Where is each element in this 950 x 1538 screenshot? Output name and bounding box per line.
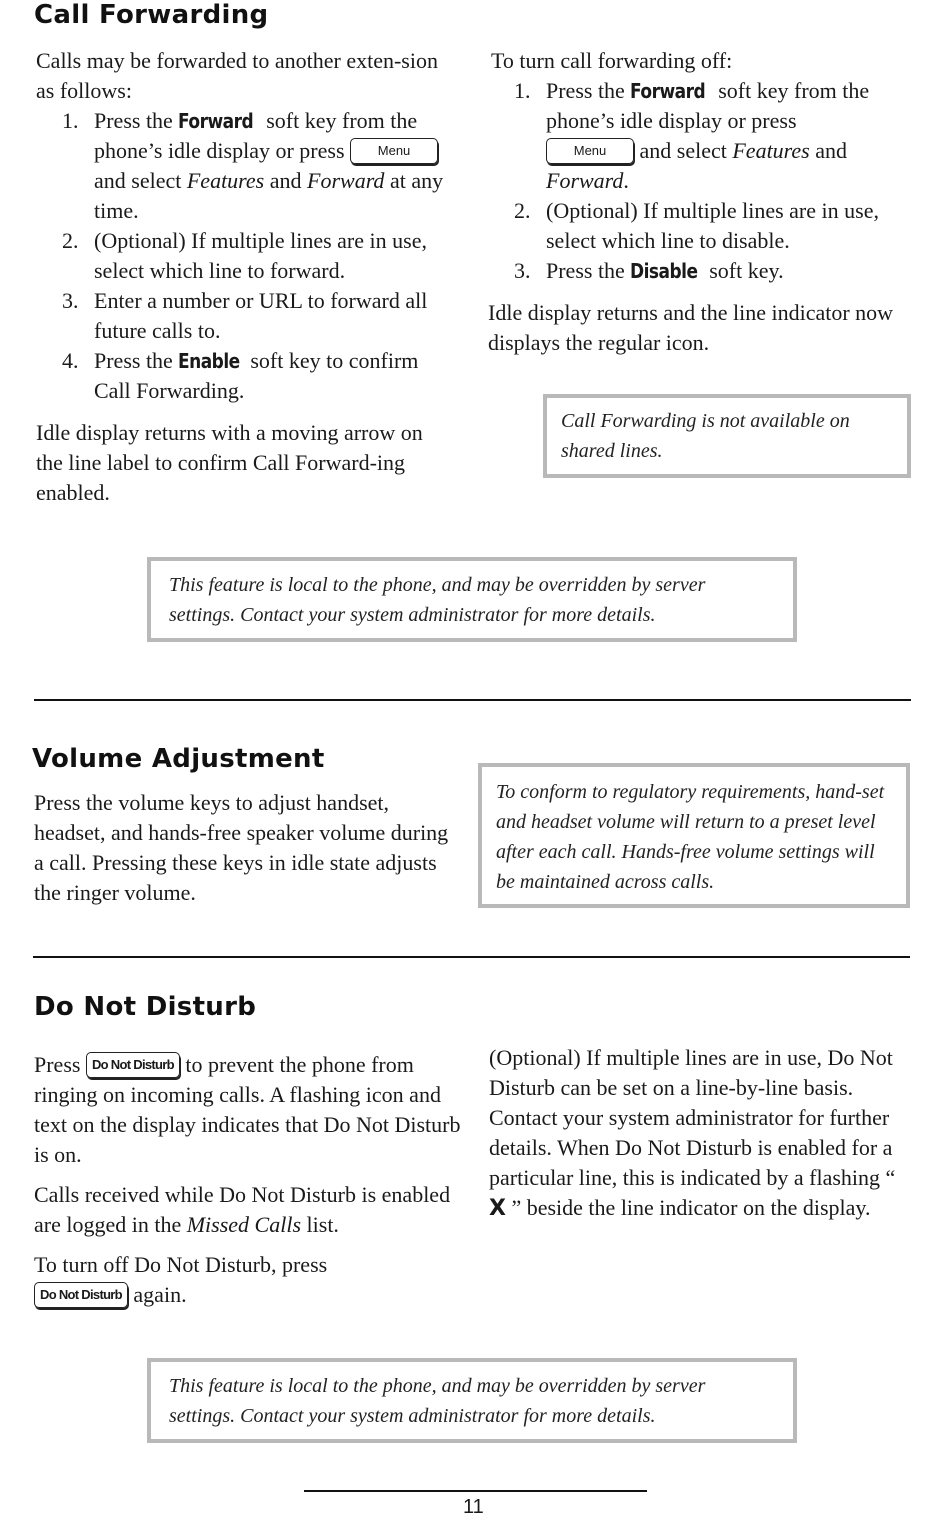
footer-rule xyxy=(304,1490,647,1492)
call-forwarding-left-column xyxy=(36,46,451,508)
dnd-paragraph-2: Calls received while Do Not Disturb is enabled are logged in the Missed Calls list. xyxy=(34,1182,451,1237)
call-forwarding-off-result: Idle display returns and the line indicator now displays the regular icon. xyxy=(488,300,894,355)
call-forwarding-heading: Call Forwarding xyxy=(34,0,269,30)
list-item: 3. Press the Disable soft key. xyxy=(488,256,908,286)
call-forwarding-local-note: This feature is local to the phone, and may be overridden by server settings. Contact your system administrator for more details. xyxy=(147,557,797,642)
shared-lines-note: Call Forwarding is not available on shared lines. xyxy=(543,394,911,478)
call-forwarding-off-steps xyxy=(488,76,908,286)
do-not-disturb-left-column xyxy=(34,1050,464,1310)
menu-key-icon: Menu xyxy=(546,138,634,164)
forward-softkey-label: Forward xyxy=(178,109,254,133)
forward-softkey-label: Forward xyxy=(630,79,706,103)
menu-key-icon: Menu xyxy=(350,138,438,164)
volume-regulatory-note: To conform to regulatory requirements, hand-set and headset volume will return to a preset level after each call. Hands-free volume settings will be maintained across calls. xyxy=(478,763,910,908)
call-forwarding-right-column xyxy=(488,46,908,358)
page-number: 11 xyxy=(463,1496,484,1518)
do-not-disturb-key-icon: Do Not Disturb xyxy=(34,1282,128,1308)
dnd-local-note: This feature is local to the phone, and may be overridden by server settings. Contact your system administrator for more details. xyxy=(147,1358,797,1443)
call-forwarding-intro: Calls may be forwarded to another exten-sion as follows: xyxy=(36,48,438,103)
dnd-paragraph-3: To turn off Do Not Disturb, press Do Not Disturb again. xyxy=(34,1252,328,1307)
call-forwarding-off-intro: To turn call forwarding off: xyxy=(491,48,733,73)
call-forwarding-on-steps xyxy=(36,106,451,406)
dnd-multiline-paragraph: (Optional) If multiple lines are in use, Do Not Disturb can be set on a line-by-line basis. Contact your system administrator for further details. When Do Not Disturb is enabled for a particular line, this is indicated by a flashing “ X ” beside the line indicator on the display. xyxy=(489,1045,896,1221)
flashing-x-indicator: X xyxy=(489,1196,506,1221)
disable-softkey-label: Disable xyxy=(630,259,698,283)
dnd-paragraph-1: Press Do Not Disturb to prevent the phone from ringing on incoming calls. A flashing icon and text on the display indicates that Do Not Disturb is on. xyxy=(34,1052,461,1167)
section-divider xyxy=(33,956,910,958)
list-item: 4. Press the Enable soft key to confirm Call Forwarding. xyxy=(62,348,419,403)
list-item: 1. Press the Forward soft key from the phone’s idle display or press Menu and select Features and Forward at any time. xyxy=(62,108,444,223)
volume-adjustment-heading: Volume Adjustment xyxy=(32,744,325,774)
list-item: 1. Press the Forward soft key from the phone’s idle display or press Menu and select Features and Forward. xyxy=(514,78,870,193)
call-forwarding-enabled-text: Idle display returns with a moving arrow on the line label to confirm Call Forward-ing enabled. xyxy=(36,420,423,505)
list-item: 2. (Optional) If multiple lines are in use, select which line to forward. xyxy=(62,228,427,283)
list-item: 2. (Optional) If multiple lines are in use, select which line to disable. xyxy=(514,198,879,253)
volume-adjustment-body: Press the volume keys to adjust handset, headset, and hands-free speaker volume during a call. Pressing these keys in idle state adjusts the ringer volume. xyxy=(34,790,449,905)
enable-softkey-label: Enable xyxy=(178,349,240,373)
list-item: 3. Enter a number or URL to forward all future calls to. xyxy=(62,288,428,343)
do-not-disturb-heading: Do Not Disturb xyxy=(34,992,257,1022)
section-divider xyxy=(34,699,911,701)
do-not-disturb-key-icon: Do Not Disturb xyxy=(86,1052,180,1078)
